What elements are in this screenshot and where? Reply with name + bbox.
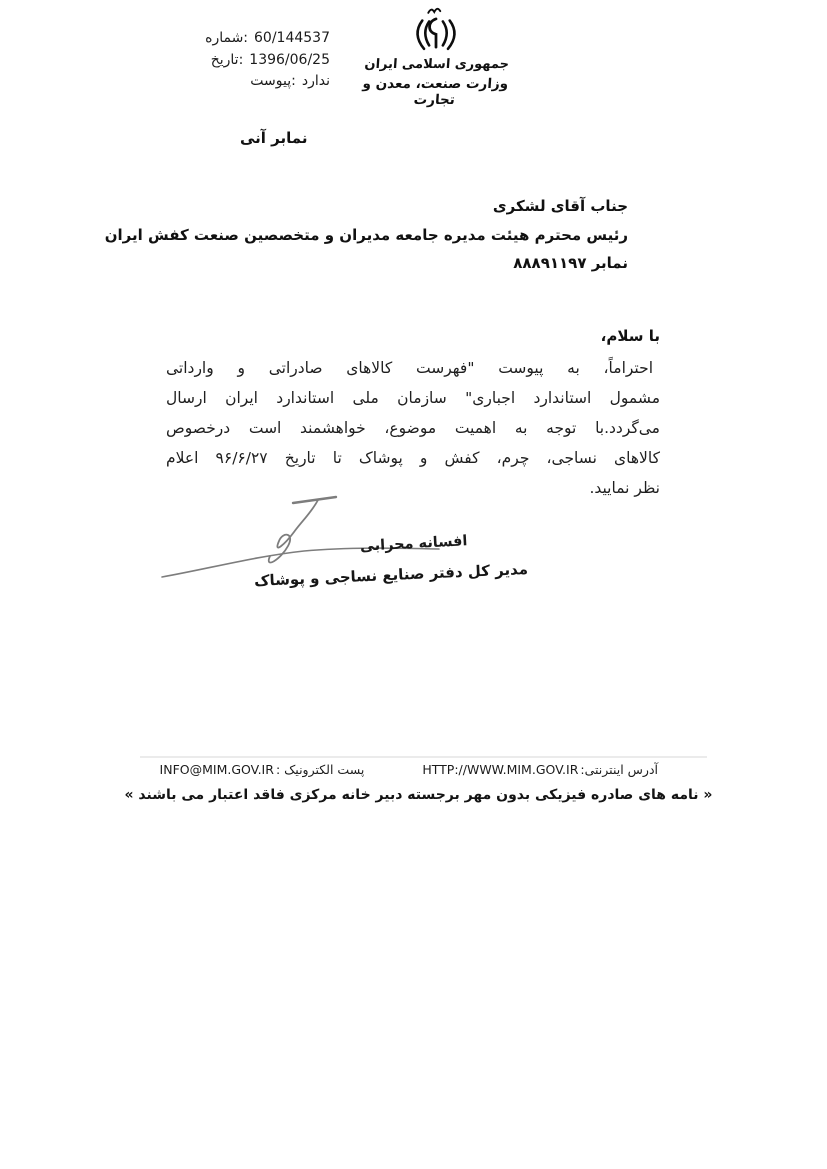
letterhead [348, 6, 523, 108]
fax-note: نمابر آنی [240, 129, 308, 147]
meta-date-row [205, 50, 330, 72]
signer-name: افسانه محرابی [359, 533, 468, 555]
signer-title: مدیر کل دفتر صنایع نساجی و پوشاک [253, 560, 529, 590]
validity-notice: « نامه های صادره فیزیکی بدون مهر برجسته دبیر خانه مرکزی فاقد اعتبار می باشند » [124, 787, 713, 803]
website-url: HTTP://WWW.MIM.GOV.IR [422, 762, 579, 777]
recipient-title: رئیس محترم هیئت مدیره جامعه مدیران و متخصصین صنعت کفش ایران [104, 225, 628, 244]
iran-national-emblem-icon [407, 6, 465, 54]
number-value: 60/144537 [254, 30, 330, 46]
body-line: نظر نمایید. [589, 479, 660, 497]
letter-meta [205, 28, 330, 93]
meta-attachment-row [205, 71, 330, 93]
ministry-name: وزارت صنعت، معدن و تجارت [362, 76, 509, 108]
meta-number-row [205, 28, 330, 50]
attachment-value: ندارد [301, 73, 330, 89]
government-name: جمهوری اسلامی ایران [363, 57, 510, 72]
footer-divider [140, 756, 707, 758]
body-line: احتراماً، به پیوست "فهرست کالاهای صادراتی و وارداتی [166, 359, 653, 377]
email-label: پست الکترونیک : [275, 762, 365, 777]
date-value: 1396/06/25 [249, 51, 330, 68]
attachment-label: پیوست: [250, 73, 296, 89]
body-line: کالاهای نساجی، چرم، کفش و پوشاک تا تاریخ ۹۶/۶/۲۷ اعلام [166, 449, 660, 467]
salutation: با سلام، [600, 327, 660, 345]
footer-contacts [160, 762, 658, 777]
website-group [422, 762, 658, 777]
number-label: شماره: [205, 30, 249, 46]
email-address: INFO@MIM.GOV.IR [159, 762, 274, 777]
website-label: آدرس اینترنتی: [580, 762, 658, 777]
date-label: تاریخ: [210, 51, 244, 68]
recipient-name: جناب آقای لشکری [492, 197, 628, 215]
email-group [160, 762, 365, 777]
body-line: می‌گردد.با توجه به اهمیت موضوع، خواهشمند است درخصوص [166, 419, 660, 437]
body-line: مشمول استاندارد اجباری" سازمان ملی استاندارد ایران ارسال [166, 389, 660, 407]
recipient-block [105, 192, 628, 278]
letter-body [166, 353, 660, 503]
recipient-fax: نمابر ۸۸۸۹۱۱۹۷ [513, 254, 628, 272]
